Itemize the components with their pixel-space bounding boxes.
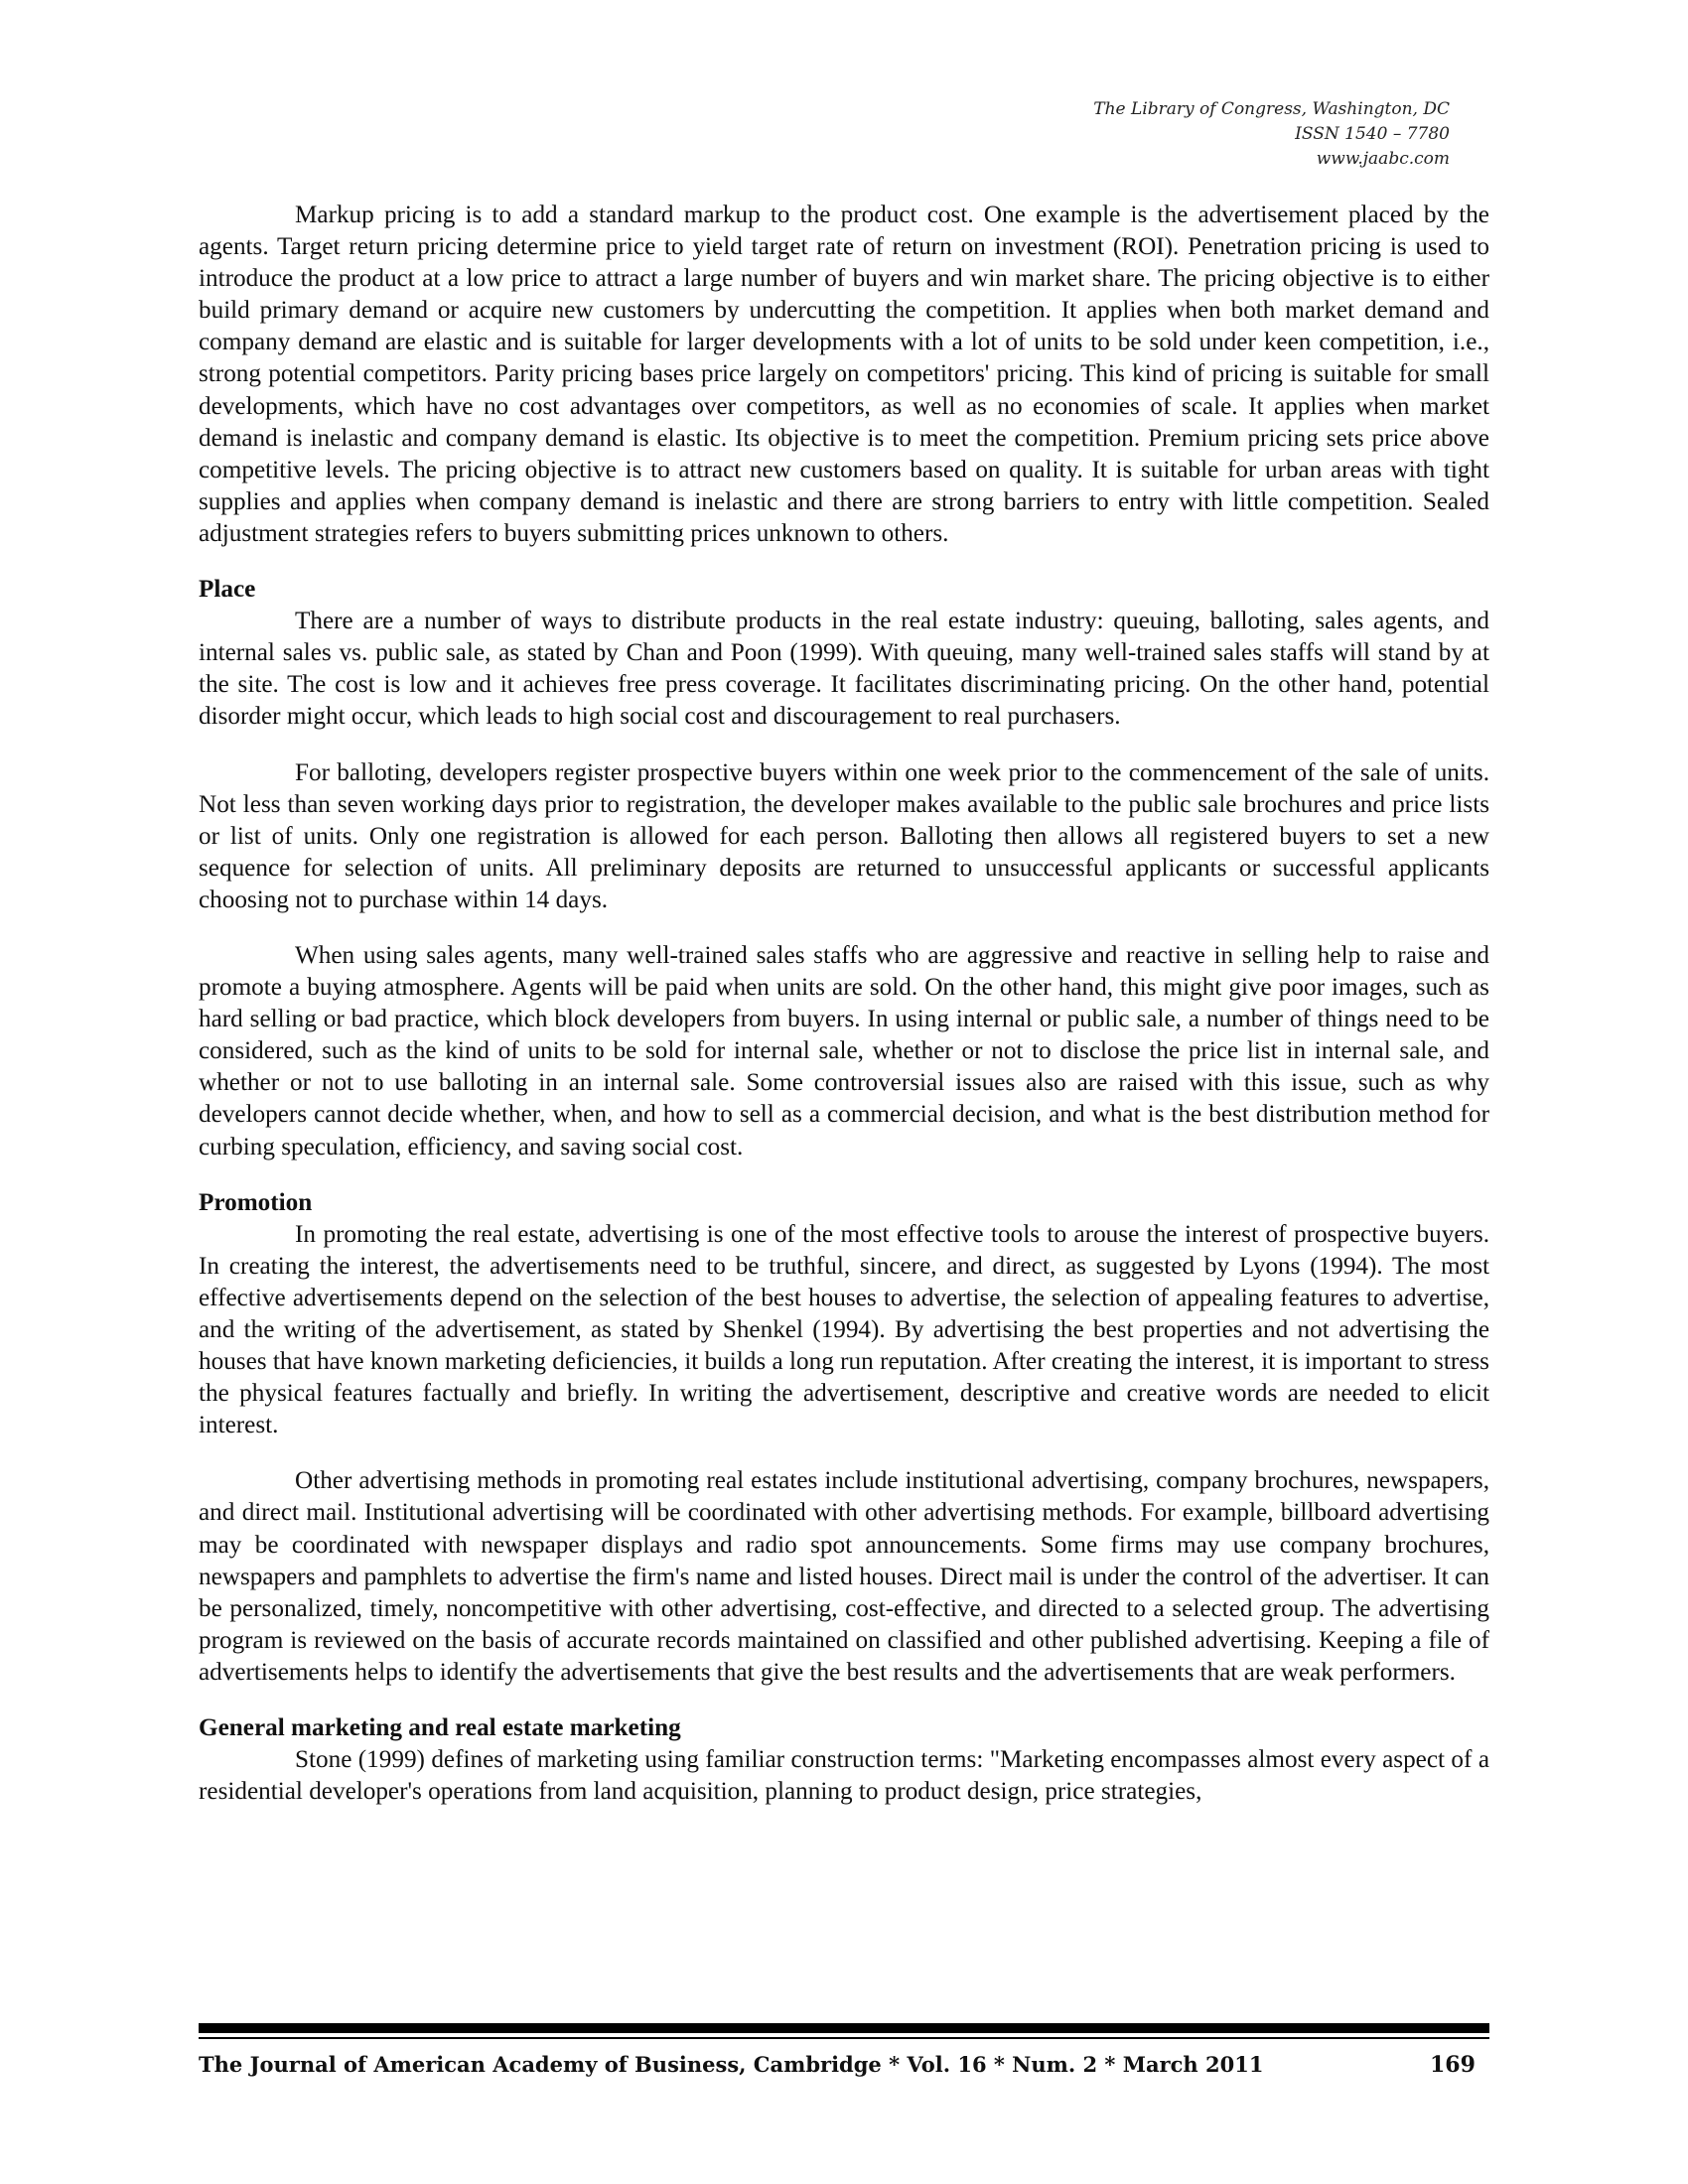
paragraph-advertising-methods: Other advertising methods in promoting real estates include institutional advertising, company brochures, newspapers, and direct mail. Institutional advertising will be coordinated with other advertising methods. For example, billboard advertising may be coordinated with newspaper displays and radio spot announcements. Some firms may use company brochures, newspapers and pamphlets to advertise the firm's name and listed houses. Direct mail is under the control of the advertiser. It can be personalized, timely, noncompetitive with other advertising, cost-effective, and directed to a selected group. The advertising program is reviewed on the basis of accurate records maintained on classified and other published advertising. Keeping a file of advertisements helps to identify the advertisements that give the best results and the advertisements that are weak performers.: [199, 1467, 1489, 1686]
paragraph-advertising: In promoting the real estate, advertising is one of the most effective tools to arouse the interest of prospective buyers. In creating the interest, the advertisements need to be truthful, sincere, and direct, as suggested by Lyons (1994). The most effective advertisements depend on the selection of the best houses to advertise, the selection of appealing features to advertise, and the writing of the advertisement, as stated by Shenkel (1994). By advertising the best properties and not advertising the houses that have known marketing deficiencies, it builds a long run reputation. After creating the interest, it is important to stress the physical features factually and briefly. In writing the advertisement, descriptive and creative words are needed to elicit interest.: [199, 1220, 1489, 1439]
page-number: 169: [1430, 2052, 1476, 2078]
article-body: [199, 200, 1489, 1808]
footer-rule-thin: [199, 2037, 1489, 2039]
paragraph-sales-agents: When using sales agents, many well-trained sales staffs who are aggressive and reactive in selling help to raise and promote a buying atmosphere. Agents will be paid when units are sold. On the other hand, this might give poor images, such as hard selling or bad practice, which block developers from buyers. In using internal or public sale, a number of things need to be considered, such as the kind of units to be sold for internal sale, whether or not to disclose the price list in internal sale, and whether or not to use balloting in an internal sale. Some controversial issues also are raised with this issue, such as why developers cannot decide whether, when, and how to sell as a commercial decision, and what is the best distribution method for curbing speculation, efficiency, and saving social cost.: [199, 941, 1489, 1160]
footer-journal-citation: The Journal of American Academy of Business, Cambridge * Vol. 16 * Num. 2 * March 2011: [199, 2052, 1264, 2077]
header-publisher: The Library of Congress, Washington, DC: [1093, 99, 1450, 119]
paragraph-marketing-definition: Stone (1999) defines of marketing using familiar construction terms: "Marketing encompasses almost every aspect of a residential developer's operations from land acquisition, planning to product design, price strategies,: [199, 1746, 1489, 1806]
running-header: [1093, 97, 1450, 172]
header-issn: ISSN 1540 – 7780: [1295, 124, 1450, 144]
paragraph-distribution-methods: There are a number of ways to distribute products in the real estate industry: queuing, balloting, sales agents, and internal sales vs. public sale, as stated by Chan and Poon (1999). With queuing, many well-trained sales staffs will stand by at the site. The cost is low and it achieves free press coverage. It facilitates discriminating pricing. On the other hand, potential disorder might occur, which leads to high social cost and discouragement to real purchasers.: [199, 608, 1489, 731]
paragraph-balloting: For balloting, developers register prospective buyers within one week prior to the commencement of the sale of units. Not less than seven working days prior to registration, the developer makes available to the public sale brochures and price lists or list of units. Only one registration is allowed for each person. Balloting then allows all registered buyers to set a new sequence for selection of units. All preliminary deposits are returned to unsuccessful applicants or successful applicants choosing not to purchase within 14 days.: [199, 758, 1489, 913]
section-heading-place: Place: [199, 576, 256, 604]
footer-rule-thick: [199, 2023, 1489, 2033]
section-heading-promotion: Promotion: [199, 1188, 313, 1216]
paragraph-pricing-strategies: Markup pricing is to add a standard markup to the product cost. One example is the advertisement placed by the agents. Target return pricing determine price to yield target rate of return on investment (ROI). Penetration pricing is used to introduce the product at a low price to attract a large number of buyers and win market share. The pricing objective is to either build primary demand or acquire new customers by undercutting the competition. It applies when both market demand and company demand are elastic and is suitable for larger developments with a lot of units to be sold under keen competition, i.e., strong potential competitors. Parity pricing bases price largely on competitors' pricing. This kind of pricing is suitable for small developments, which have no cost advantages over competitors, as well as no economies of scale. It applies when market demand is inelastic and company demand is elastic. Its objective is to meet the competition. Premium pricing sets price above competitive levels. The pricing objective is to attract new customers based on quality. It is suitable for urban areas with tight supplies and applies when company demand is inelastic and there are strong barriers to entry with little competition. Sealed adjustment strategies refers to buyers submitting prices unknown to others.: [199, 202, 1489, 547]
section-heading-general-marketing: General marketing and real estate marketing: [199, 1714, 681, 1742]
header-website: www.jaabc.com: [1316, 149, 1450, 169]
